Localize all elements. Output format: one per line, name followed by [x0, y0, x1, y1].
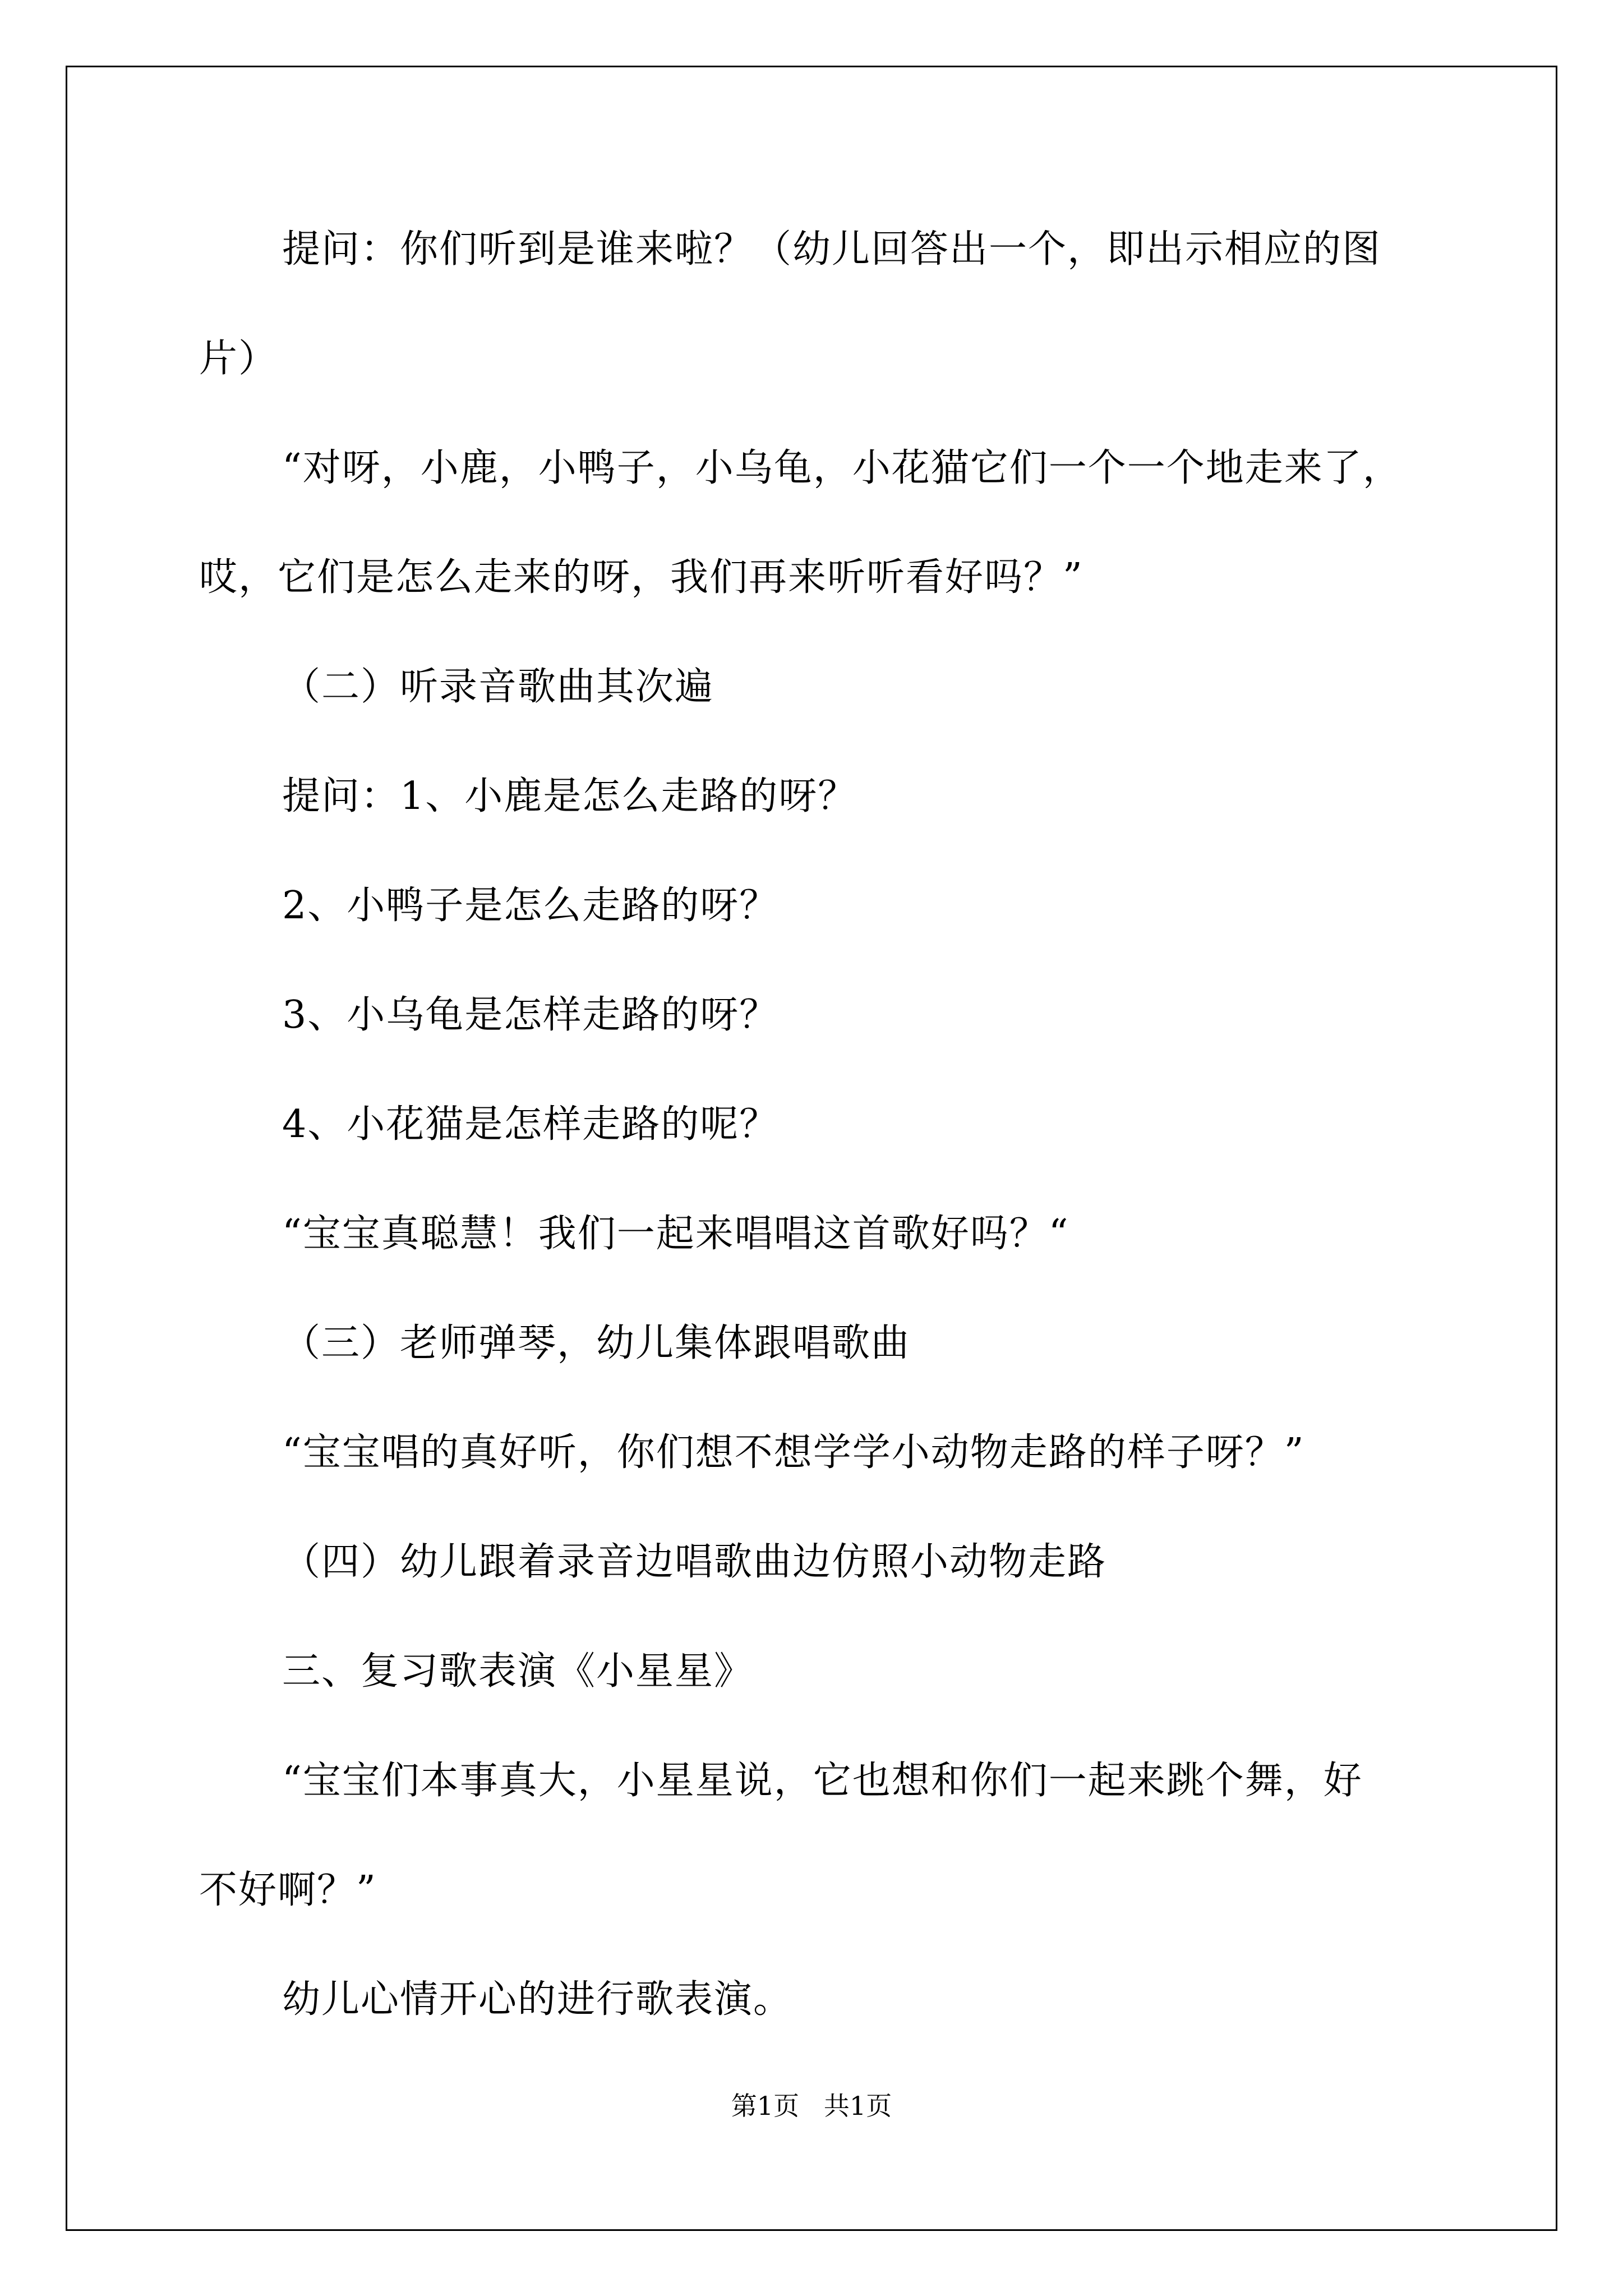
paragraph-line: “宝宝们本事真大，小星星说，它也想和你们一起来跳个舞，好 — [282, 1759, 1363, 1803]
paragraph-line: 提问：你们听到是谁来啦？（幼儿回答出一个，即出示相应的图 — [282, 227, 1382, 272]
paragraph-line: 提问：1、小鹿是怎么走路的呀？ — [282, 774, 857, 818]
page-footer: 第1页 共1页 — [731, 2091, 892, 2121]
paragraph-line: 哎，它们是怎么走来的呀，我们再来听听看好吗？” — [199, 555, 1083, 600]
paragraph-line: （四）幼儿跟着录音边唱歌曲边仿照小动物走路 — [282, 1540, 1107, 1584]
paragraph-line: 4、小花猫是怎样走路的呢？ — [282, 1102, 779, 1147]
paragraph-line: 3、小乌龟是怎样走路的呀？ — [282, 993, 779, 1037]
paragraph-line: （二）听录音歌曲其次遍 — [282, 665, 714, 709]
paragraph-line: 2、小鸭子是怎么走路的呀？ — [282, 884, 779, 928]
paragraph-line: “宝宝真聪慧！我们一起来唱唱这首歌好吗？“ — [282, 1212, 1069, 1256]
paragraph-line: “宝宝唱的真好听，你们想不想学学小动物走路的样子呀？” — [282, 1430, 1305, 1475]
paragraph-line: 不好啊？” — [199, 1868, 377, 1912]
paragraph-line: 幼儿心情开心的进行歌表演。 — [282, 1977, 793, 2022]
paragraph-line: 片） — [199, 337, 278, 381]
paragraph-line: “对呀，小鹿，小鸭子，小乌龟，小花猫它们一个一个地走来了， — [282, 446, 1402, 490]
paragraph-line: 三、复习歌表演《小星星》 — [282, 1649, 754, 1694]
paragraph-line: （三）老师弹琴，幼儿集体跟唱歌曲 — [282, 1321, 911, 1365]
